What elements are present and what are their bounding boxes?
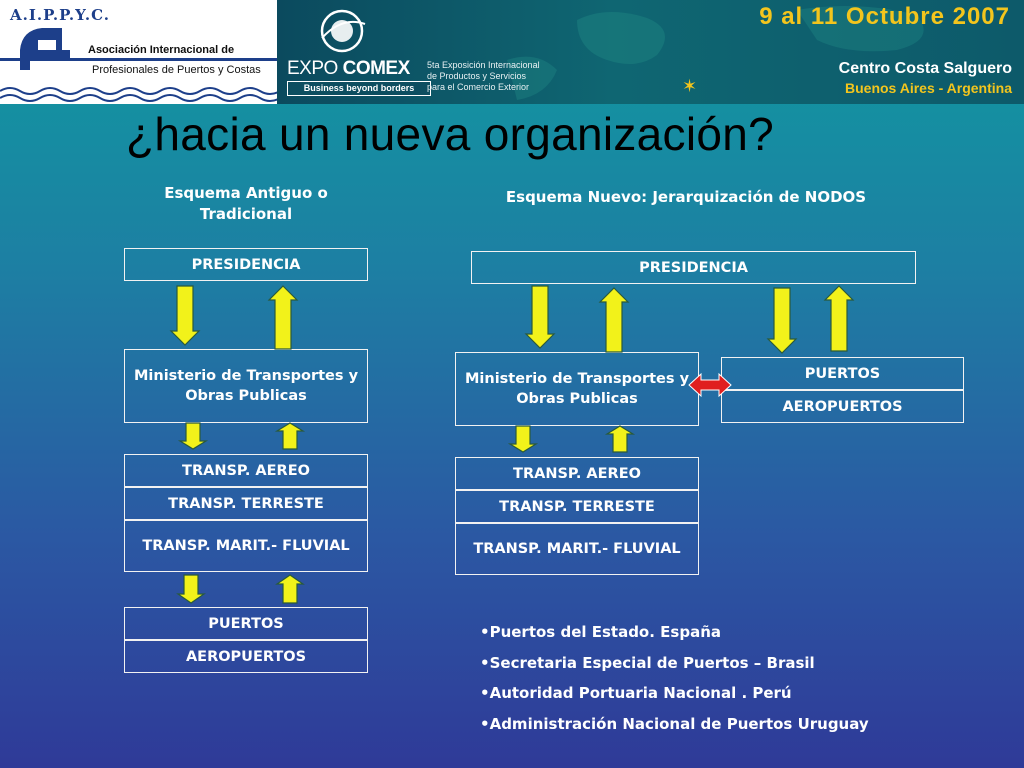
old-down-arrow-3	[178, 575, 204, 603]
example-item: •Puertos del Estado. España	[480, 623, 721, 641]
old-puertos-box: PUERTOS	[124, 607, 368, 640]
logo-line-2: Profesionales de Puertos y Costas	[92, 64, 261, 76]
new-down-arrow-3	[510, 426, 536, 452]
new-up-arrow-1	[600, 288, 628, 352]
new-puertos-box: PUERTOS	[721, 357, 964, 390]
event-dates: 9 al 11 Octubre 2007	[759, 3, 1010, 30]
logo-divider	[0, 58, 277, 61]
old-ministerio-box: Ministerio de Transportes y Obras Publicas	[124, 349, 368, 423]
old-up-arrow-1	[269, 286, 297, 349]
new-transp-aereo-box: TRANSP. AEREO	[455, 457, 699, 490]
new-down-arrow-1	[526, 286, 554, 348]
example-item: •Administración Nacional de Puertos Uruguay	[480, 714, 869, 733]
old-scheme-heading: Esquema Antiguo o Tradicional	[164, 184, 328, 223]
old-transp-marit-box: TRANSP. MARIT.- FLUVIAL	[124, 520, 368, 572]
expocomex-logo: EXPO COMEX	[287, 58, 410, 79]
old-down-arrow-1	[171, 286, 199, 345]
new-transp-marit-box: TRANSP. MARIT.- FLUVIAL	[455, 523, 699, 575]
old-down-arrow-2	[180, 423, 206, 449]
aippyc-logo	[0, 0, 277, 104]
example-item: •Autoridad Portuaria Nacional . Perú	[480, 684, 792, 702]
waves-icon	[0, 85, 277, 104]
logo-acronym: A.I.P.P.Y.C.	[10, 6, 111, 24]
new-up-arrow-2	[825, 286, 853, 351]
new-up-arrow-3	[607, 426, 633, 452]
new-scheme-heading: Esquema Nuevo: Jerarquización de NODOS	[505, 188, 867, 206]
expocomex-banner	[277, 0, 1024, 104]
old-transp-terrestre-box: TRANSP. TERRESTE	[124, 487, 368, 520]
old-up-arrow-2	[277, 423, 303, 449]
expocomex-tagline: Business beyond borders	[287, 81, 431, 96]
event-venue: Centro Costa Salguero Buenos Aires - Argentina	[838, 60, 1012, 96]
new-down-arrow-2	[768, 288, 796, 353]
logo-line-1: Asociación Internacional de	[88, 44, 235, 56]
globe-icon	[317, 6, 367, 56]
header-banner	[0, 0, 1024, 104]
slide-title: ¿hacia un nueva organización?	[126, 108, 775, 160]
star-icon: ✶	[682, 76, 698, 97]
new-ministerio-box: Ministerio de Transportes y Obras Publicas	[455, 352, 699, 426]
new-aeropuertos-box: AEROPUERTOS	[721, 390, 964, 423]
old-aeropuertos-box: AEROPUERTOS	[124, 640, 368, 673]
new-transp-terrestre-box: TRANSP. TERRESTE	[455, 490, 699, 523]
old-transp-aereo-box: TRANSP. AEREO	[124, 454, 368, 487]
new-presidencia-box: PRESIDENCIA	[471, 251, 916, 284]
examples-list	[480, 620, 869, 742]
old-up-arrow-3	[277, 575, 303, 603]
old-presidencia-box: PRESIDENCIA	[124, 248, 368, 281]
example-item: •Secretaria Especial de Puertos – Brasil	[480, 653, 815, 672]
expocomex-description: 5ta Exposición Internacional de Productos y Servicios para el Comercio Exterior	[427, 60, 540, 92]
